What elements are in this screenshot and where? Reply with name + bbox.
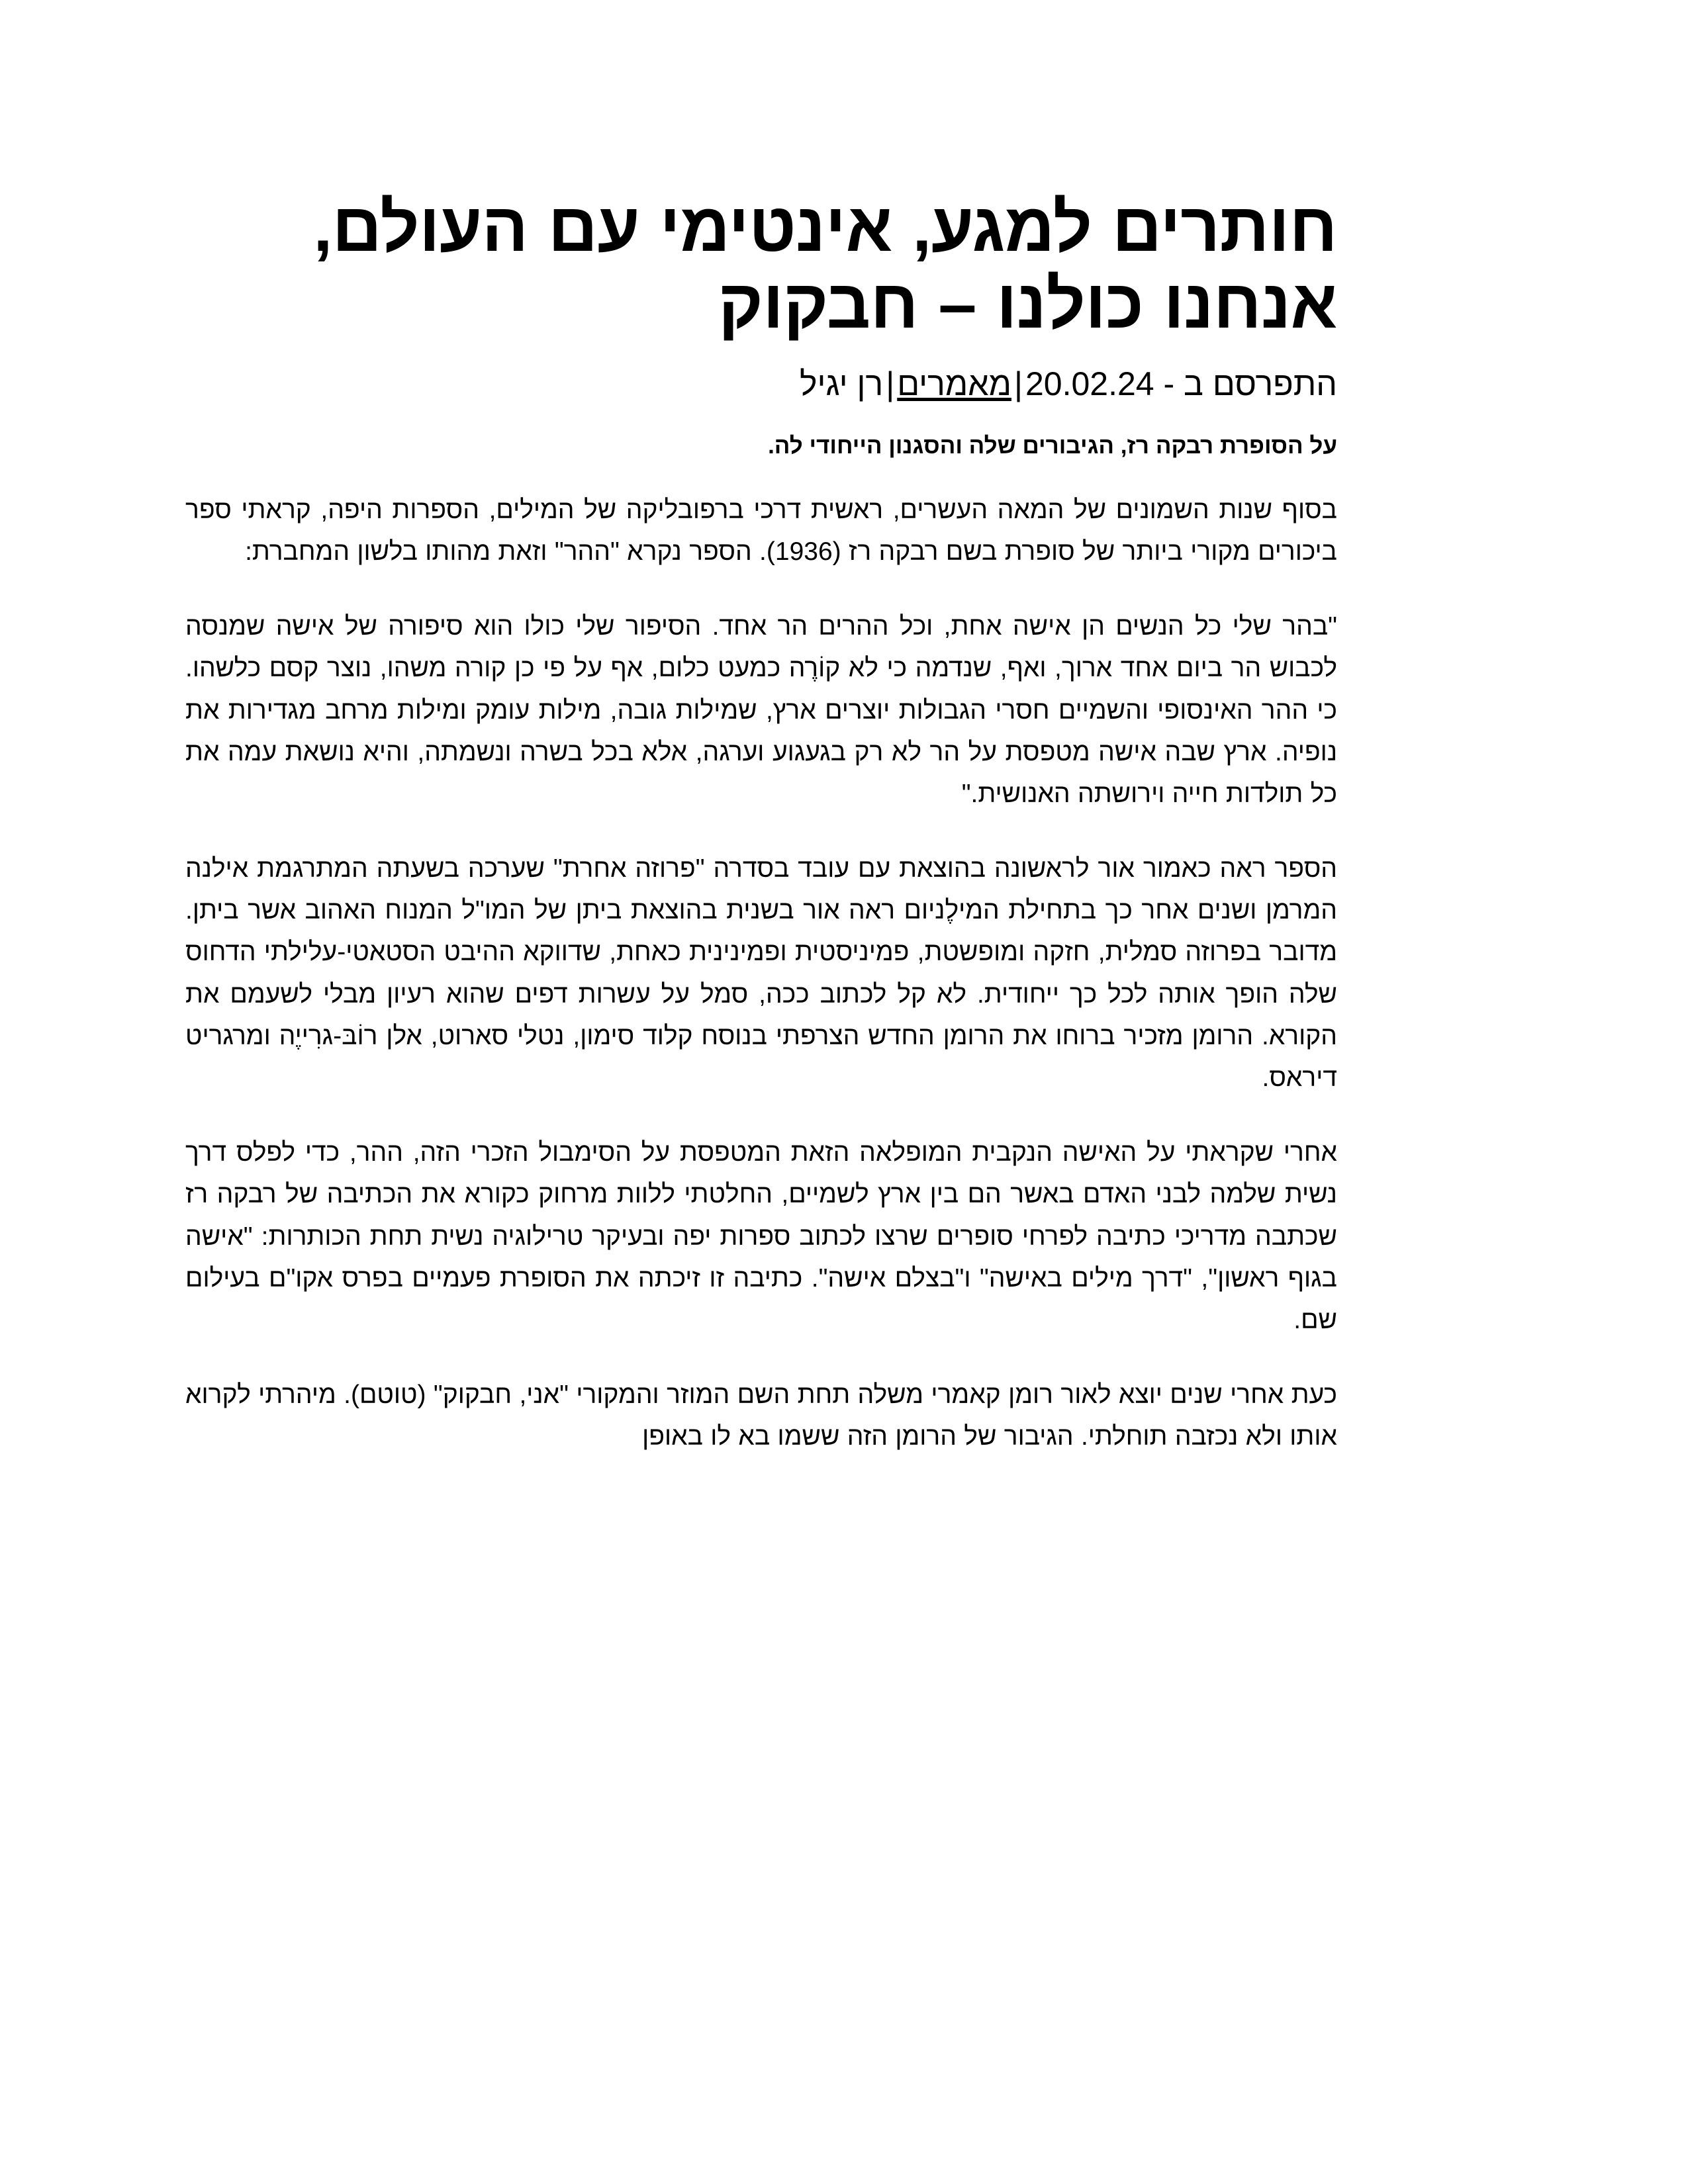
- body-paragraph: הספר ראה כאמור אור לראשונה בהוצאת עם עובד בסדרה "פרוזה אחרת" שערכה בשעתה המתרגמת אילנה המרמן ושנים אחר כך בתחילת המילֶניום ראה אור בשנית בהוצאת ביתן של המו"ל המנוח האהוב אשר ביתן. מדובר בפרוזה סמלית, חזקה ומופשטת, פמיניסטית ופמינינית כאחת, שדווקא ההיבט הסטאטי-עלילתי הדחוס שלה הופך אותה לכל כך ייחודית. לא קל לכתוב ככה, סמל על עשרות דפים שהוא רעיון מבלי לשעמם את הקורא. הרומן מזכיר ברוחו את הרומן החדש הצרפתי בנוסח קלוד סימון, נטלי סארוט, אלן רוֹבּ-גרִייֶה ומרגריט דיראס.: [185, 854, 1337, 1092]
- byline: [185, 363, 1337, 405]
- page-title: חותרים למגע, אינטימי עם העולם, אנחנו כולנו – חבקוק: [313, 189, 1337, 343]
- byline-author: רן יגיל: [800, 365, 884, 402]
- article-body: [185, 489, 1337, 1457]
- body-paragraph: אחרי שקראתי על האישה הנקבית המופלאה הזאת המטפסת על הסימבול הזכרי הזה, ההר, כדי לפלס דרך נשית שלמה לבני האדם באשר הם בין ארץ לשמיים, החלטתי ללוות מרחוק כקורא את הכתיבה של רבקה רז שכתבה מדריכי כתיבה לפרחי סופרים שרצו לכתוב ספרות יפה ובעיקר טרילוגיה נשית תחת הכותרות: "אישה בגוף ראשון", "דרך מילים באישה" ו"בצלם אישה". כתיבה זו זיכתה את הסופרת פעמיים בפרס אקו"ם בעילום שם.: [185, 1138, 1337, 1334]
- byline-published-date: התפרסם ב - 20.02.24: [1025, 365, 1337, 402]
- article-deck: על הסופרת רבקה רז, הגיבורים שלה והסגנון הייחודי לה.: [768, 433, 1337, 459]
- byline-separator-2: |: [886, 365, 895, 402]
- byline-separator-1: |: [1013, 365, 1023, 402]
- body-paragraph: בסוף שנות השמונים של המאה העשרים, ראשית דרכי ברפובליקה של המילים, הספרות היפה, קראתי ספר ביכורים מקורי ביותר של סופרת בשם רבקה רז (1936). הספר נקרא "ההר" וזאת מהותו בלשון המחברת:: [185, 495, 1337, 567]
- byline-category-link[interactable]: מאמרים: [897, 365, 1011, 402]
- body-paragraph: כעת אחרי שנים יוצא לאור רומן קאמרי משלה תחת השם המוזר והמקורי "אני, חבקוק" (טוטם). מיהרתי לקרוא אותו ולא נכזבה תוחלתי. הגיבור של הרומן הזה ששמו בא לו באופן: [185, 1381, 1337, 1451]
- body-paragraph: "בהר שלי כל הנשים הן אישה אחת, וכל ההרים הר אחד. הסיפור שלי כולו הוא סיפורה של אישה שמנסה לכבוש הר ביום אחד ארוך, ואף, שנדמה כי לא קוֹרֶה כמעט כלום, אף על פי כן קורה משהו, נוצר קסם כלשהו. כי ההר האינסופי והשמיים חסרי הגבולות יוצרים ארץ, שמילות גובה, מילות עומק ומילות מרחב מגדירות את נופיה. ארץ שבה אישה מטפסת על הר לא רק בגעגוע וערגה, אלא בכל בשרה ונשמתה, והיא נושאת עמה את כל תולדות חייה וירושתה האנושית.": [185, 612, 1337, 808]
